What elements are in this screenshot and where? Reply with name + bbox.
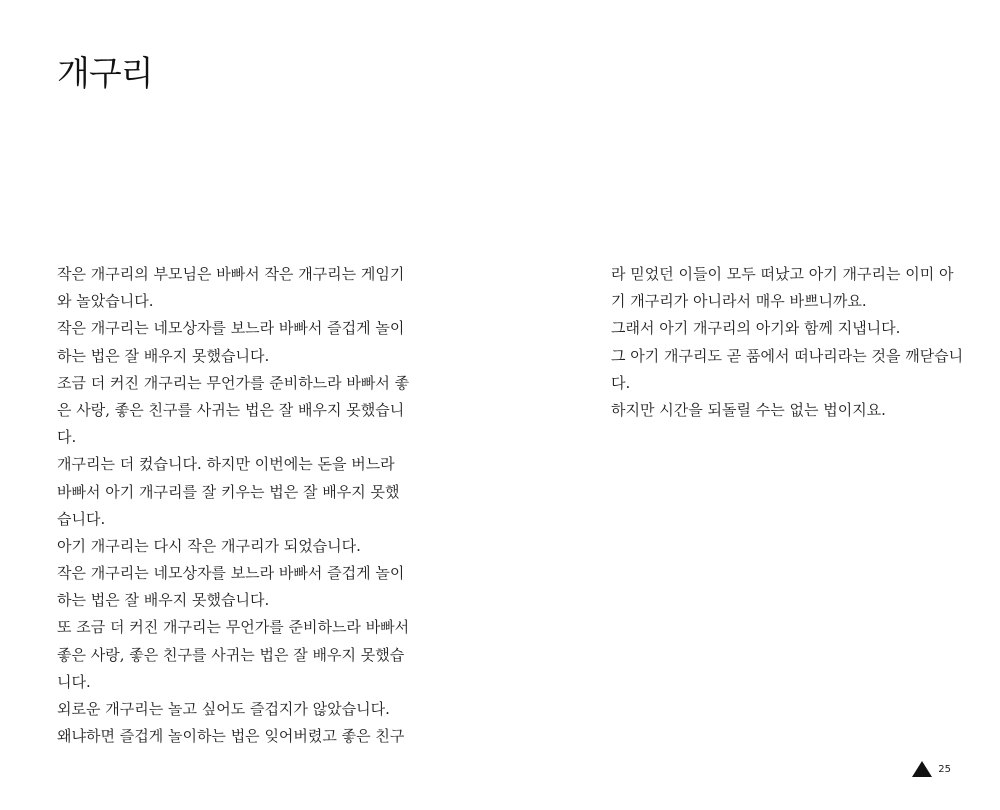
page-number: 25 (938, 763, 951, 775)
text-line: 하는 법은 잘 배우지 못했습니다. (57, 591, 270, 610)
text-line: 다. (611, 373, 631, 392)
text-line: 왜냐하면 즐겁게 놀이하는 법은 잊어버렸고 좋은 친구 (57, 727, 405, 746)
text-line: 조금 더 커진 개구리는 무언가를 준비하느라 바빠서 좋 (57, 373, 410, 392)
text-line: 바빠서 아기 개구리를 잘 키우는 법은 잘 배우지 못했 (57, 482, 400, 501)
body-text-left-column (57, 261, 410, 750)
text-line: 와 놀았습니다. (57, 292, 154, 311)
text-line: 작은 개구리의 부모님은 바빠서 작은 개구리는 게임기 (57, 265, 405, 283)
text-line: 아기 개구리는 다시 작은 개구리가 되었습니다. (57, 536, 361, 555)
triangle-icon (912, 761, 932, 777)
text-line: 습니다. (57, 509, 106, 528)
text-line: 다. (57, 428, 77, 447)
text-line: 은 사랑, 좋은 친구를 사귀는 법은 잘 배우지 못했습니 (57, 400, 405, 419)
text-line: 하지만 시간을 되돌릴 수는 없는 법이지요. (611, 400, 886, 419)
text-line: 기 개구리가 아니라서 매우 바쁘니까요. (611, 292, 867, 311)
body-text-right-column (611, 261, 964, 424)
text-line: 니다. (57, 672, 91, 691)
text-line: 작은 개구리는 네모상자를 보느라 바빠서 즐겁게 놀이 (57, 319, 405, 338)
text-line: 개구리는 더 컸습니다. 하지만 이번에는 돈을 버느라 (57, 455, 395, 474)
text-line: 작은 개구리는 네모상자를 보느라 바빠서 즐겁게 놀이 (57, 564, 405, 583)
page-footer (912, 760, 951, 778)
text-line: 그래서 아기 개구리의 아기와 함께 지냅니다. (611, 319, 901, 338)
text-line: 좋은 사랑, 좋은 친구를 사귀는 법은 잘 배우지 못했습 (57, 645, 405, 664)
text-line: 라 믿었던 이들이 모두 떠났고 아기 개구리는 이미 아 (611, 265, 954, 283)
text-line: 또 조금 더 커진 개구리는 무언가를 준비하느라 바빠서 (57, 618, 410, 637)
text-line: 외로운 개구리는 놀고 싶어도 즐겁지가 않았습니다. (57, 700, 390, 718)
text-line: 하는 법은 잘 배우지 못했습니다. (57, 346, 270, 365)
text-line: 그 아기 개구리도 곧 품에서 떠나리라는 것을 깨닫습니 (611, 346, 964, 365)
page-title: 개구리 (57, 54, 153, 94)
